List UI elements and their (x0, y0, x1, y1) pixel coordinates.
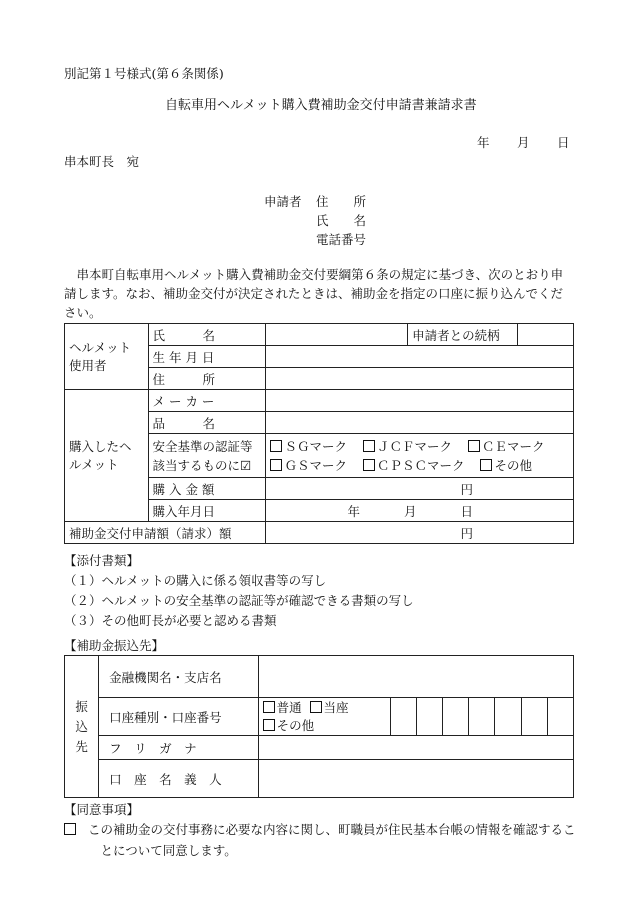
checkbox[interactable] (468, 440, 480, 452)
applicant-label: 申請者 (264, 194, 302, 209)
purchase-day: 日 (460, 503, 473, 519)
bank-table (64, 655, 574, 798)
applicant-phone: 電話番号 (316, 232, 367, 247)
account-digit[interactable] (495, 698, 521, 736)
amount-label: 補助金交付申請額（請求）額 (65, 522, 266, 544)
checkbox[interactable] (270, 440, 282, 452)
purchase-date-label: 購入年月日 (148, 500, 266, 522)
safety-marks (266, 434, 574, 478)
safety-label-line1: 安全基準の認証等 (152, 438, 253, 454)
user-group-label: ヘルメット使用者 (65, 324, 149, 390)
holder-label: 口 座 名 義 人 (99, 760, 258, 798)
product-label: 品 名 (148, 412, 266, 434)
consent-checkbox[interactable] (64, 823, 76, 835)
date-month: 月 (517, 135, 530, 150)
holder-field[interactable] (258, 760, 573, 798)
form-id: 別記第１号様式(第６条関係) (64, 66, 224, 81)
price-field[interactable] (266, 478, 574, 500)
cpsc-mark-option[interactable]: ＣＰＳＣマーク (363, 456, 465, 475)
date-day: 日 (557, 135, 570, 150)
page-title: 自転車用ヘルメット購入費補助金交付申請書兼請求書 (165, 98, 477, 113)
checkbox[interactable] (263, 719, 275, 731)
checkbox[interactable] (363, 440, 375, 452)
checkbox[interactable] (480, 459, 492, 471)
relation-field[interactable] (518, 324, 574, 346)
user-address-field[interactable] (266, 368, 574, 390)
furigana-label: フ リ ガ ナ (99, 736, 258, 760)
account-digit[interactable] (416, 698, 442, 736)
purchase-year: 年 (347, 503, 360, 519)
user-name-label: 氏 名 (148, 324, 266, 346)
attachment-item: （２）ヘルメットの安全基準の認証等が確認できる書類の写し (64, 593, 414, 608)
purchase-month: 月 (403, 503, 417, 519)
bank-heading: 【補助金振込先】 (64, 638, 165, 653)
account-digit[interactable] (469, 698, 495, 736)
marks-row-2 (270, 456, 569, 475)
consent-heading: 【同意事項】 (64, 802, 140, 817)
bank-group-label: 振込先 (65, 656, 99, 798)
safety-label-line2: 該当するものに☑ (152, 457, 252, 473)
account-type-label: 口座種別・口座番号 (99, 698, 258, 736)
attachments-heading: 【添付書類】 (64, 553, 140, 568)
checkbox[interactable] (270, 459, 282, 471)
relation-label: 申請者との続柄 (408, 324, 518, 346)
futsu-option[interactable]: 普通 (263, 700, 302, 715)
safety-label (148, 434, 266, 478)
attachments-section (64, 551, 414, 631)
intro-paragraph: 串本町自転車用ヘルメット購入費補助金交付要綱第６条の規定に基づき、次のとおり申請します。なお、補助金交付が決定されたときは、補助金を指定の口座に振り込んでください。 (64, 267, 564, 320)
other-mark-option[interactable]: その他 (480, 456, 532, 475)
bank-name-field[interactable] (258, 656, 573, 698)
user-name-field[interactable] (266, 324, 408, 346)
consent-text: この補助金の交付事務に必要な内容に関し、町職員が住民基本台帳の情報を確認することについて同意します。 (88, 822, 576, 858)
attachment-item: （３）その他町長が必要と認める書類 (64, 613, 277, 628)
account-type-options (258, 698, 390, 736)
amount-yen: 円 (460, 525, 473, 541)
checkbox[interactable] (363, 459, 375, 471)
checkbox[interactable] (310, 701, 322, 713)
maker-field[interactable] (266, 390, 574, 412)
maker-label: メ ー カ ー (148, 390, 266, 412)
account-digit[interactable] (390, 698, 416, 736)
checkbox[interactable] (263, 701, 275, 713)
price-label: 購 入 金 額 (148, 478, 266, 500)
bank-name-label: 金融機関名・支店名 (99, 656, 258, 698)
account-digit[interactable] (443, 698, 469, 736)
product-field[interactable] (266, 412, 574, 434)
birth-label: 生 年 月 日 (148, 346, 266, 368)
birth-field[interactable] (266, 346, 574, 368)
purchase-date-field[interactable] (266, 500, 574, 522)
other-account-option[interactable]: その他 (263, 718, 315, 733)
marks-row-1 (270, 437, 569, 456)
price-yen: 円 (460, 481, 473, 497)
sg-mark-option[interactable]: ＳＧマーク (270, 437, 347, 456)
account-digit[interactable] (521, 698, 547, 736)
attachment-item: （１）ヘルメットの購入に係る領収書等の写し (64, 573, 327, 588)
date-year: 年 (477, 135, 490, 150)
touza-option[interactable]: 当座 (310, 700, 349, 715)
account-digit[interactable] (547, 698, 573, 736)
applicant-address: 住 所 (316, 194, 367, 209)
helmet-group-label: 購入したヘルメット (65, 390, 149, 522)
furigana-field[interactable] (258, 736, 573, 760)
application-table (64, 323, 574, 544)
applicant-name: 氏 名 (316, 213, 367, 228)
ce-mark-option[interactable]: ＣＥマーク (468, 437, 545, 456)
gs-mark-option[interactable]: ＧＳマーク (270, 456, 347, 475)
amount-field[interactable] (266, 522, 574, 544)
user-address-label: 住 所 (148, 368, 266, 390)
addressee: 串本町長 宛 (64, 154, 140, 169)
jcf-mark-option[interactable]: ＪＣＦマーク (363, 437, 452, 456)
